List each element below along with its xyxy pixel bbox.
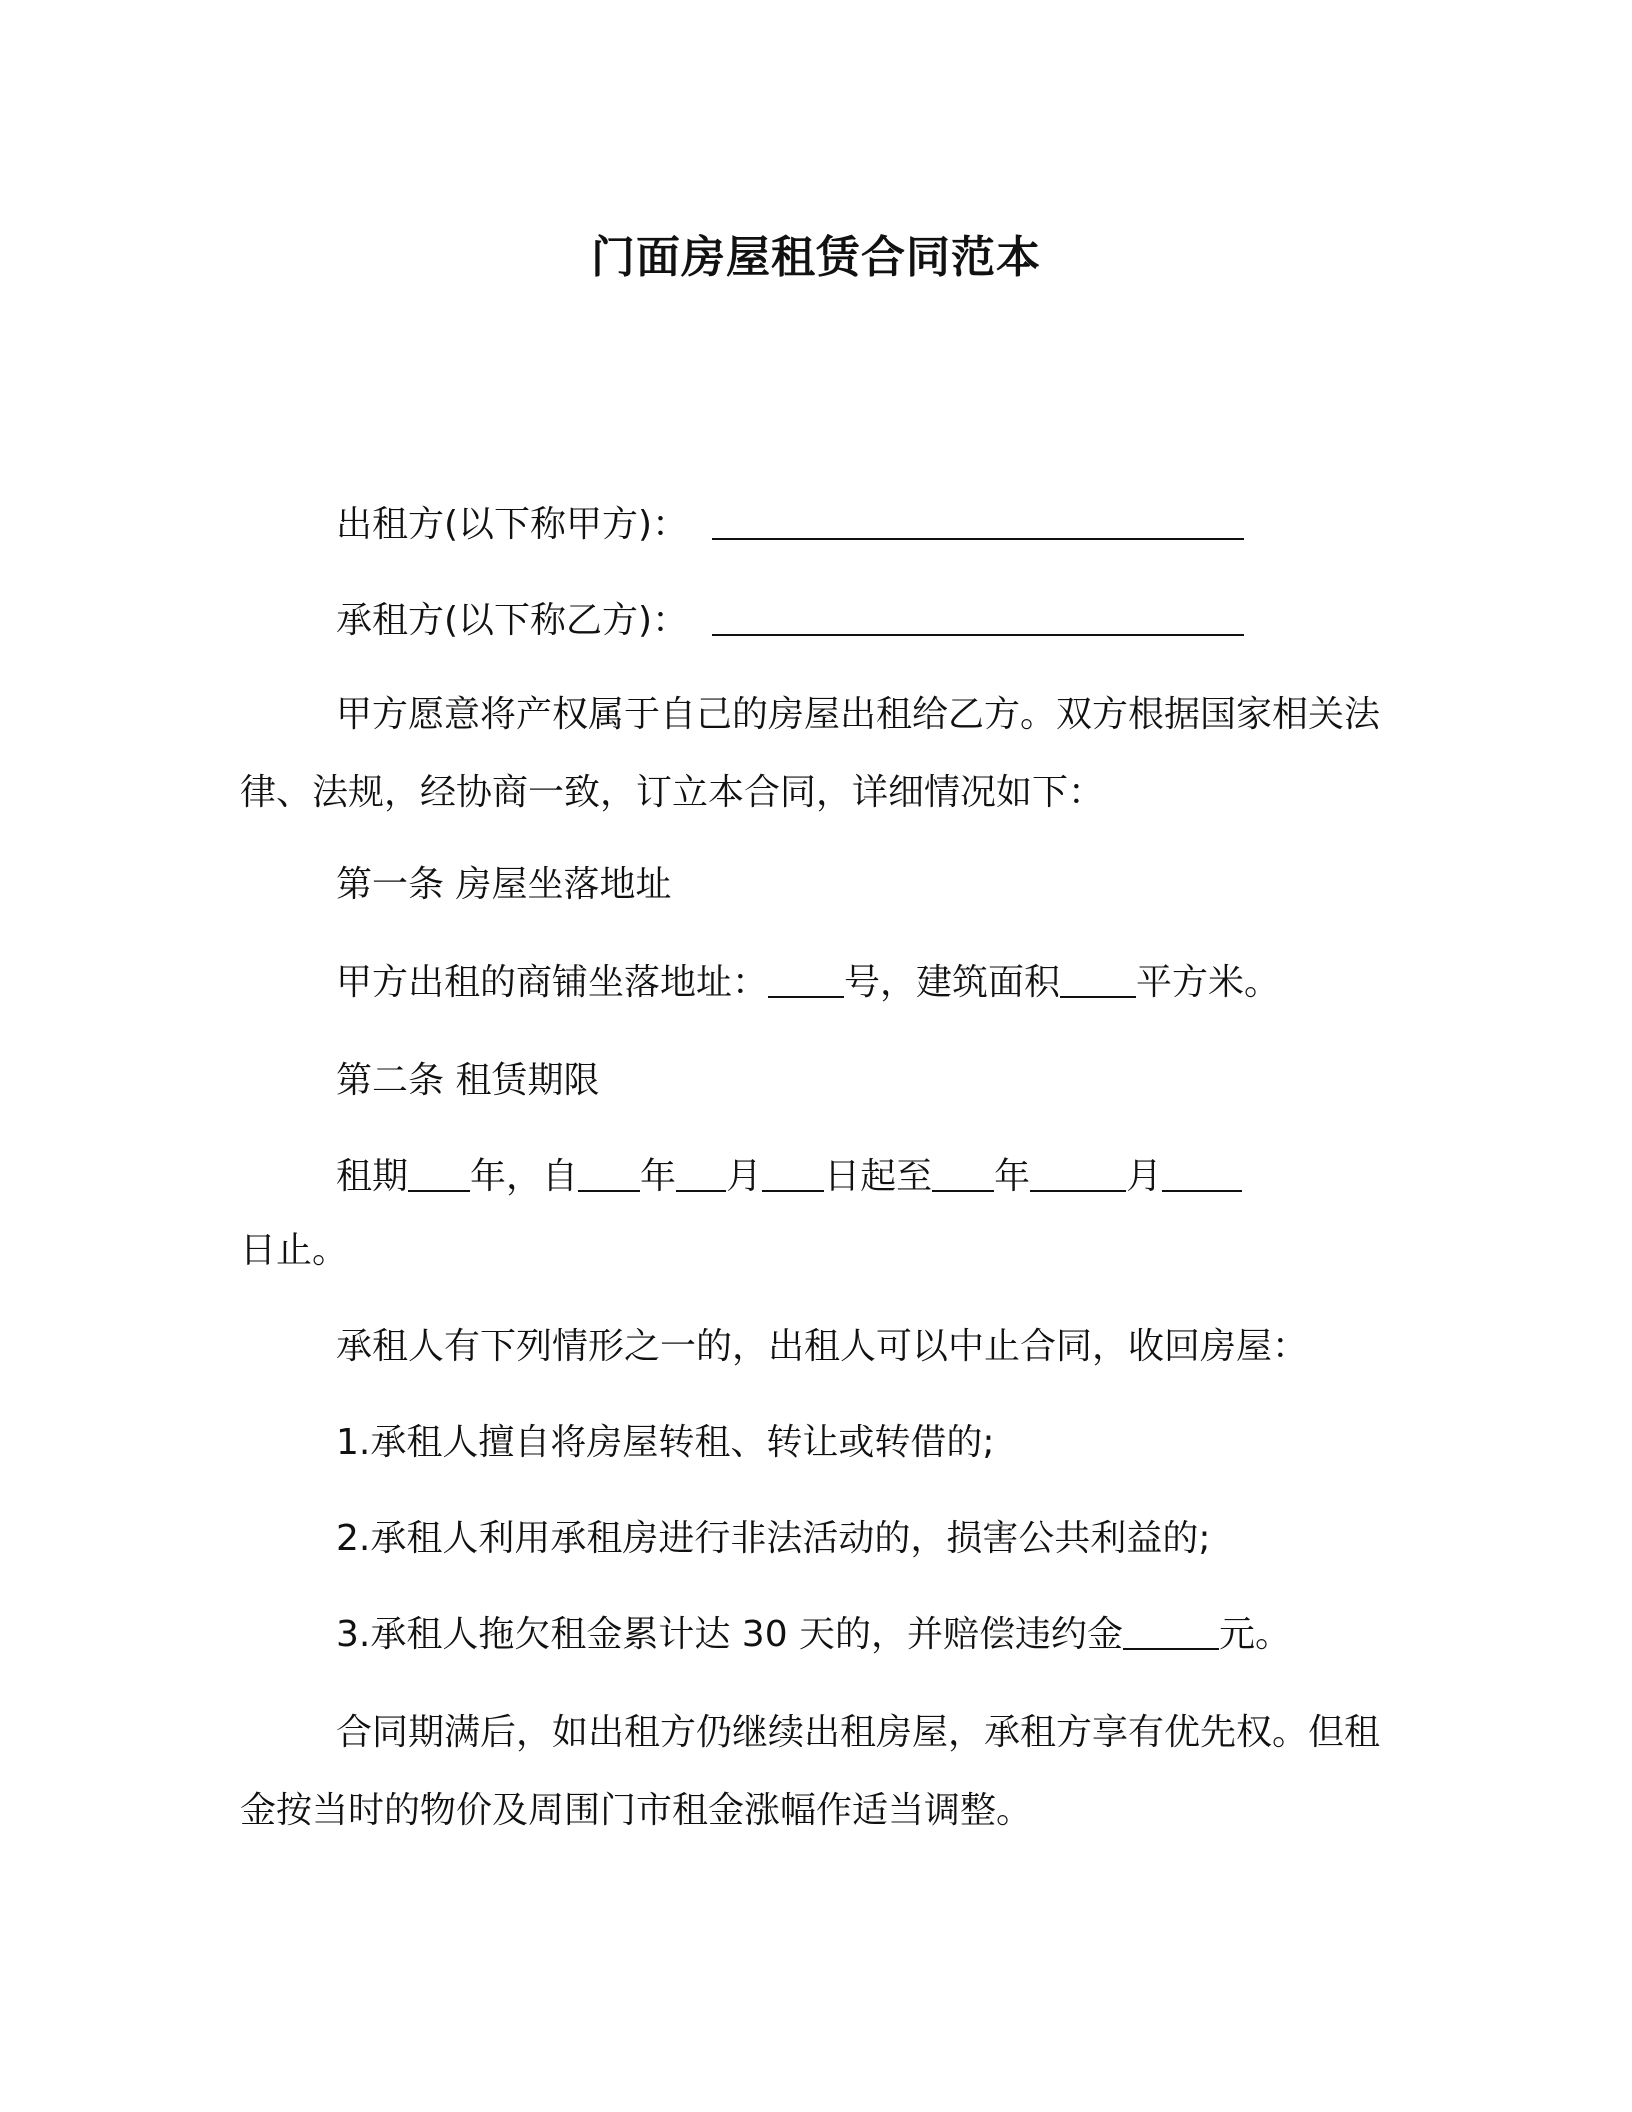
area-label: 号，建筑面积 (844, 962, 1061, 1003)
condition-item-2: 2.承租人利用承租房进行非法活动的，损害公共利益的; (336, 1518, 1211, 1559)
condition-item-3-text: 3.承租人拖欠租金累计达 30 天的，并赔偿违约金 (336, 1614, 1124, 1655)
term-line (336, 1138, 1384, 1216)
renewal-paragraph: 合同期满后，如出租方仍继续出租房屋，承租方享有优先权。但租金按当时的物价及周围门市租金涨幅作适当调整。 (240, 1712, 1381, 1831)
penalty-unit: 元。 (1219, 1614, 1292, 1655)
term-text-3: 年 (640, 1156, 677, 1197)
term-text-7: 月 (1126, 1156, 1163, 1197)
address-label: 甲方出租的商铺坐落地址： (336, 962, 769, 1003)
start-month-blank[interactable] (676, 1156, 726, 1192)
lessee-line (336, 582, 1384, 660)
end-day-blank[interactable] (1162, 1156, 1242, 1192)
conditions-intro: 承租人有下列情形之一的，出租人可以中止合同，收回房屋： (336, 1326, 1309, 1367)
lessor-line (336, 486, 1384, 564)
address-number-blank[interactable] (768, 962, 844, 998)
area-unit: 平方米。 (1136, 962, 1281, 1003)
end-year-blank[interactable] (932, 1156, 994, 1192)
term-text-6: 年 (994, 1156, 1031, 1197)
article2-heading: 第二条 租赁期限 (336, 1060, 600, 1101)
term-line-end: 日止。 (240, 1230, 349, 1271)
lessor-name-blank[interactable] (712, 504, 1244, 540)
lessor-label: 出租方(以下称甲方)： (336, 504, 689, 545)
address-line (336, 944, 1384, 1022)
article1-heading: 第一条 房屋坐落地址 (336, 864, 672, 905)
end-month-blank[interactable] (1030, 1156, 1126, 1192)
start-day-blank[interactable] (762, 1156, 824, 1192)
term-years-blank[interactable] (408, 1156, 470, 1192)
condition-item-3 (336, 1596, 1384, 1674)
term-text-1: 租期 (336, 1156, 409, 1197)
intro-paragraph: 甲方愿意将产权属于自己的房屋出租给乙方。双方根据国家相关法律、法规，经协商一致，订立本合同，详细情况如下： (240, 694, 1381, 813)
condition-item-1: 1.承租人擅自将房屋转租、转让或转借的; (336, 1422, 995, 1463)
document-title: 门面房屋租赁合同范本 (591, 232, 1041, 283)
start-year-blank[interactable] (578, 1156, 640, 1192)
term-text-5: 日起至 (824, 1156, 933, 1197)
area-blank[interactable] (1060, 962, 1136, 998)
term-text-2: 年，自 (470, 1156, 579, 1197)
lessee-label: 承租方(以下称乙方)： (336, 600, 689, 641)
lessee-name-blank[interactable] (712, 600, 1244, 636)
penalty-blank[interactable] (1123, 1614, 1219, 1650)
term-text-4: 月 (726, 1156, 763, 1197)
